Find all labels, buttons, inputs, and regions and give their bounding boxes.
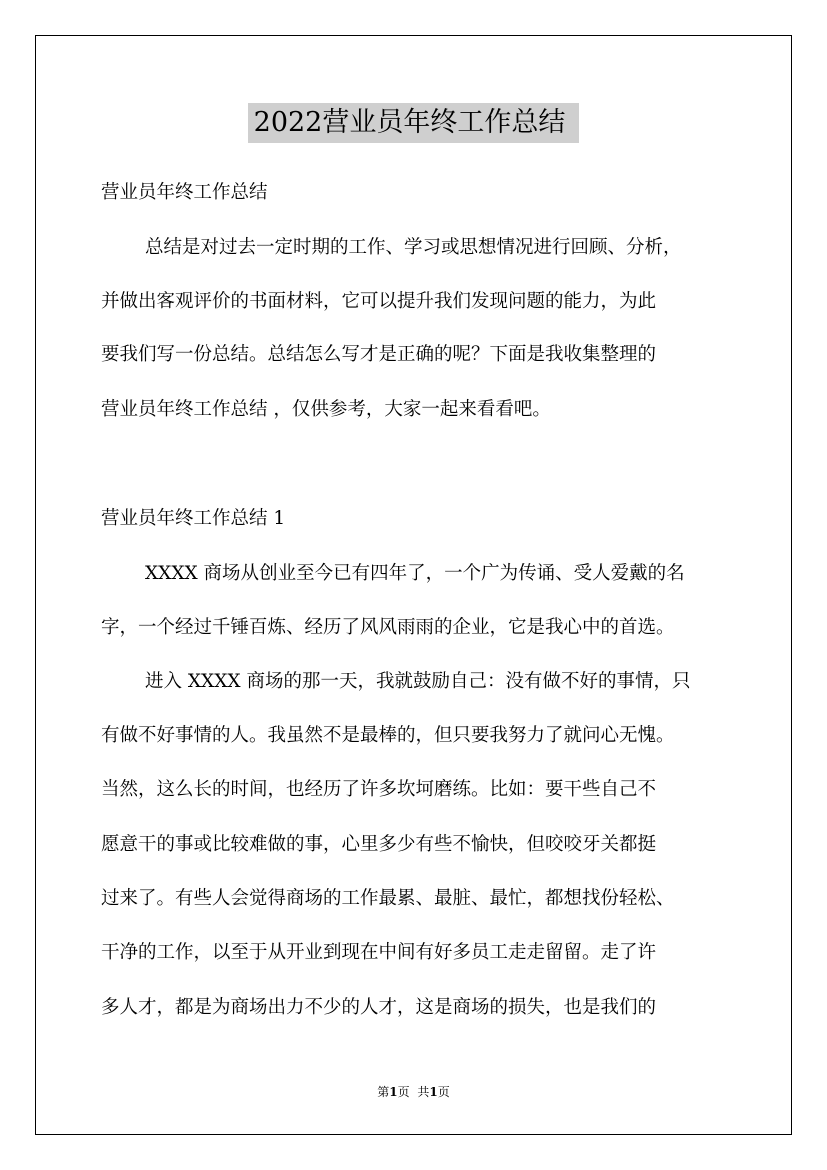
paragraph-line: 过来了。有些人会觉得商场的工作最累、最脏、最忙，都想找份轻松、 xyxy=(101,888,675,909)
paragraph-line: 总结是对过去一定时期的工作、学习或思想情况进行回顾、分析， xyxy=(145,237,682,258)
page-number: 1 xyxy=(389,1085,398,1099)
paragraph-line: 字，一个经过千锤百炼、经历了风风雨雨的企业，它是我心中的首选。 xyxy=(101,617,675,638)
paragraph-line: 愿意干的事或比较难做的事，心里多少有些不愉快，但咬咬牙关都挺 xyxy=(101,834,657,855)
total-pages: 1 xyxy=(429,1085,438,1099)
title-container xyxy=(0,103,827,143)
paragraph-line: 要我们写一份总结。总结怎么写才是正确的呢？下面是我收集整理的 xyxy=(101,344,657,365)
paragraph-line: 有做不好事情的人。我虽然不是最棒的，但只要我努力了就问心无愧。 xyxy=(101,725,675,746)
total-prefix: 共 xyxy=(417,1085,430,1099)
paragraph-line: 并做出客观评价的书面材料，它可以提升我们发现问题的能力，为此 xyxy=(101,291,657,312)
page-suffix: 页 xyxy=(397,1085,410,1099)
paragraph-line: 营业员年终工作总结 ，仅供参考，大家一起来看看吧。 xyxy=(101,399,551,420)
paragraph-line: 干净的工作，以至于从开业到现在中间有好多员工走走留留。走了许 xyxy=(101,942,657,963)
paragraph-line: XXXX 商场从创业至今已有四年了，一个广为传诵、受人爱戴的名 xyxy=(145,563,685,584)
total-suffix: 页 xyxy=(437,1085,450,1099)
paragraph-line: 当然，这么长的时间，也经历了许多坎坷磨练。比如：要干些自己不 xyxy=(101,779,657,800)
section-heading: 营业员年终工作总结 xyxy=(101,182,268,203)
page-prefix: 第 xyxy=(377,1085,390,1099)
paragraph-line: 进入 XXXX 商场的那一天，我就鼓励自己：没有做不好的事情，只 xyxy=(145,671,691,692)
document-title: 2022营业员年终工作总结 xyxy=(248,103,580,143)
section-heading: 营业员年终工作总结 1 xyxy=(101,508,286,529)
page-footer xyxy=(0,1083,827,1100)
paragraph-line: 多人才，都是为商场出力不少的人才，这是商场的损失，也是我们的 xyxy=(101,997,657,1018)
